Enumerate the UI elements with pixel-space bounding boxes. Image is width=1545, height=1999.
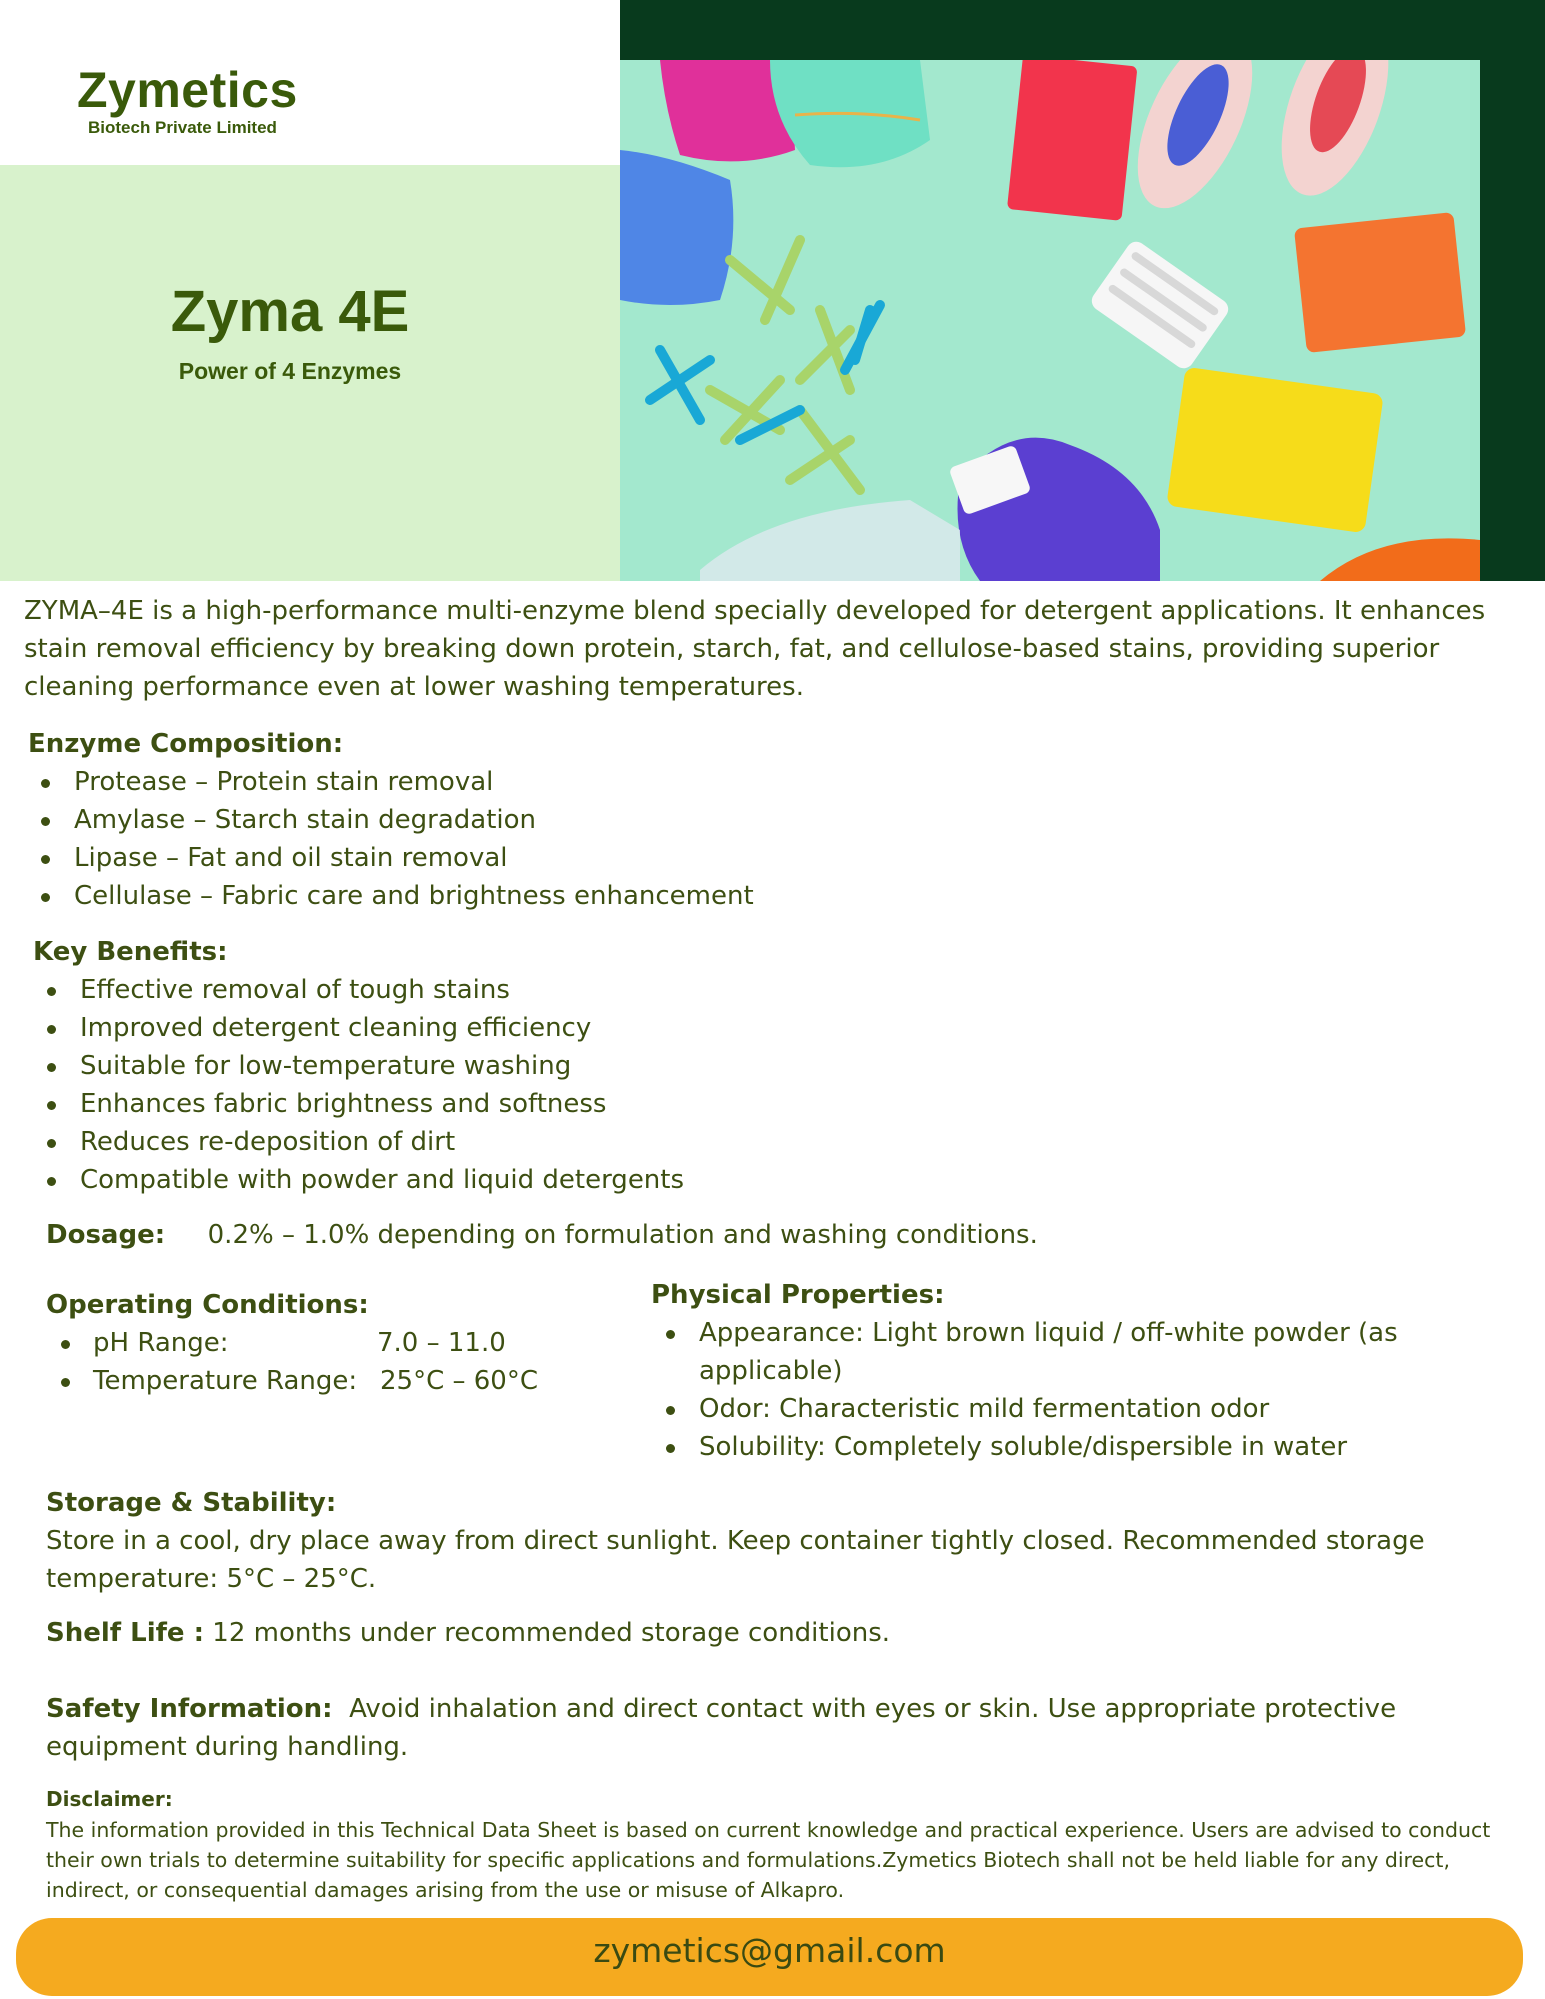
email-link[interactable]: zymetics@gmail.com (593, 1931, 946, 1970)
list-item: Reduces re-deposition of dirt (30, 1123, 930, 1161)
storage-text: Store in a cool, dry place away from direct sunlight. Keep container tightly closed. Recommended storage temperature: 5°C – 25°C. (46, 1526, 1425, 1594)
list-item: Amylase – Starch stain degradation (24, 801, 924, 839)
list-item: Compatible with powder and liquid detergents (30, 1161, 930, 1199)
cleaning-supplies-photo (620, 60, 1480, 581)
list-item: Solubility: Completely soluble/dispersible in water (649, 1428, 1459, 1466)
composition-list (24, 763, 924, 915)
physical-heading: Physical Properties: (651, 1280, 945, 1310)
intro-paragraph: ZYMA–4E is a high-performance multi-enzyme blend specially developed for detergent applications. It enhances stain removal efficiency by breaking down protein, starch, fat, and cellulose-based stains, providing superior cleaning performance even at lower washing temperatures. (24, 596, 1486, 702)
bullet-icon (61, 1378, 70, 1387)
list-item: Lipase – Fat and oil stain removal (24, 839, 924, 877)
safety-label: Safety Information: (46, 1694, 333, 1724)
composition-heading: Enzyme Composition: (28, 729, 344, 759)
benefits-heading: Key Benefits: (33, 937, 228, 967)
ph-label: pH Range: (93, 1328, 229, 1358)
product-tagline: Power of 4 Enzymes (178, 358, 402, 384)
brand-name: Zymetics (77, 62, 298, 118)
physical-list (649, 1314, 1459, 1466)
list-item: Cellulase – Fabric care and brightness enhancement (24, 877, 924, 915)
temperature-value: 25°C – 60°C (380, 1366, 539, 1396)
safety-value: Avoid inhalation and direct contact with eyes or skin. Use appropriate protective equipment during handling. (46, 1694, 1397, 1762)
list-item: Suitable for low-temperature washing (30, 1047, 930, 1085)
product-title: Zyma 4E (170, 279, 410, 344)
dosage-row (46, 1216, 1446, 1254)
disclaimer-heading: Disclaimer: (46, 1787, 173, 1811)
list-item (46, 1362, 626, 1400)
safety-row (46, 1690, 1446, 1766)
benefits-list (30, 971, 930, 1199)
list-item: Appearance: Light brown liquid / off-white powder (as applicable) (649, 1314, 1459, 1390)
temperature-label: Temperature Range: (93, 1366, 358, 1396)
storage-heading: Storage & Stability: (46, 1488, 337, 1518)
disclaimer-text: The information provided in this Technical Data Sheet is based on current knowledge and practical experience. Users are advised to conduct their own trials to determine suitability for specific applications and formulations.Zymetics Biotech shall not be held liable for any direct, indirect, or consequential damages arising from the use or misuse of Alkapro. (46, 1818, 1491, 1902)
operating-list (46, 1324, 626, 1400)
dosage-value: 0.2% – 1.0% depending on formulation and washing conditions. (207, 1220, 1038, 1250)
shelf-life-value: 12 months under recommended storage conditions. (212, 1618, 891, 1648)
list-item: Enhances fabric brightness and softness (30, 1085, 930, 1123)
list-item: Protease – Protein stain removal (24, 763, 924, 801)
brand-subtitle: Biotech Private Limited (88, 118, 277, 137)
list-item: Odor: Characteristic mild fermentation odor (649, 1390, 1459, 1428)
footer-email-bar (16, 1918, 1523, 1996)
dosage-label: Dosage: (46, 1220, 166, 1250)
list-item (46, 1324, 626, 1362)
list-item: Improved detergent cleaning efficiency (30, 1009, 930, 1047)
ph-value: 7.0 – 11.0 (377, 1328, 506, 1358)
operating-heading: Operating Conditions: (46, 1290, 369, 1320)
list-item: Effective removal of tough stains (30, 971, 930, 1009)
brand-logo (77, 62, 298, 138)
shelf-life-label: Shelf Life : (46, 1618, 205, 1648)
shelf-life-row (46, 1614, 1506, 1652)
bullet-icon (61, 1340, 70, 1349)
